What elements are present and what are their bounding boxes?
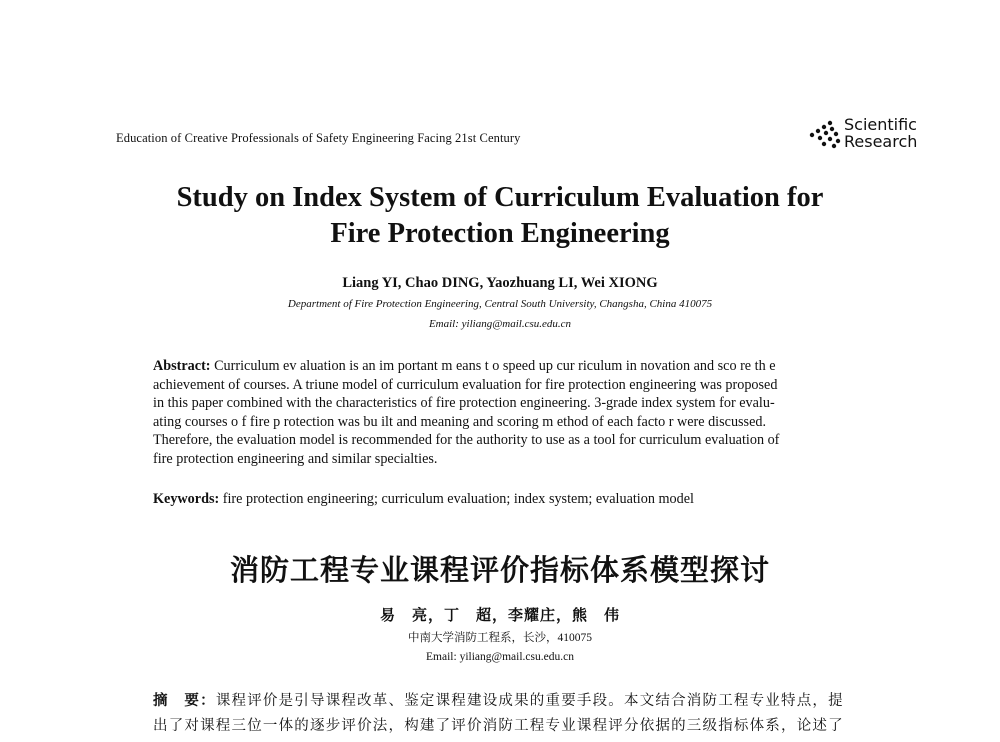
affiliation-en: Department of Fire Protection Engineering, Central South University, Changsha, China 410075 — [287, 298, 713, 310]
abstract-zh-label: 摘 要： — [153, 693, 216, 709]
keywords-en — [153, 490, 873, 508]
publisher-logo — [808, 116, 918, 154]
publisher-line-2: Research — [844, 132, 918, 151]
keywords-en-text: fire protection engineering; curriculum evaluation; index system; evaluation model — [222, 491, 694, 507]
abstract-zh-text-1: 课程评价是引导课程改革、鉴定课程建设成果的重要手段。本文结合消防工程专业特点，提 — [215, 693, 844, 709]
abstract-en-line-1 — [153, 357, 873, 376]
abstract-zh — [153, 689, 883, 739]
abstract-zh-line-2: 出了对课程三位一体的逐步评价法，构建了评价消防工程专业课程评分依据的三级指标体系，论述了 — [153, 718, 844, 734]
abstract-en-line-5: Therefore, the evaluation model is recommended for the authority to use as a tool for curriculum evaluation of — [153, 432, 780, 449]
email-en: Email: yiliang@mail.csu.edu.cn — [428, 318, 572, 330]
title-en-line-1: Study on Index System of Curriculum Evaluation for — [176, 182, 824, 213]
paper-title-zh: 消防工程专业课程评价指标体系模型探讨 — [229, 553, 770, 587]
paper-title-en — [0, 180, 1000, 252]
abstract-en-line-4: ating courses o f fire p rotection was bu ilt and meaning and scoring m ethod of each facto r were discussed. — [153, 413, 767, 430]
authors-en: Liang YI, Chao DING, Yaozhuang LI, Wei XIONG — [342, 275, 658, 291]
abstract-en-line-2: achievement of courses. A triune model of curriculum evaluation for fire protection engineering was proposed — [153, 376, 778, 393]
abstract-en-text-1: Curriculum ev aluation is an im portant m eans t o speed up cur riculum in novation and sco re th e — [214, 358, 776, 374]
title-en-line-2: Fire Protection Engineering — [330, 218, 670, 249]
abstract-en-line-6: fire protection engineering and similar specialties. — [153, 450, 438, 467]
scientific-research-dots-icon — [808, 120, 842, 150]
publisher-name — [844, 116, 917, 150]
abstract-en-label: Abstract: — [153, 358, 211, 374]
running-head: Education of Creative Professionals of Safety Engineering Facing 21st Century — [116, 131, 521, 145]
email-zh: Email: yiliang@mail.csu.edu.cn — [426, 651, 574, 663]
abstract-zh-line-1 — [153, 689, 883, 714]
authors-zh: 易 亮，丁 超，李耀庄，熊 伟 — [379, 608, 620, 624]
keywords-en-label: Keywords: — [153, 491, 220, 507]
abstract-en-line-3: in this paper combined with the characteristics of fire protection engineering. 3-grade index system for evalu- — [153, 395, 775, 412]
publisher-line-1: Scientific — [844, 115, 917, 134]
abstract-en — [153, 357, 873, 469]
affiliation-zh: 中南大学消防工程系，长沙，410075 — [408, 632, 592, 644]
